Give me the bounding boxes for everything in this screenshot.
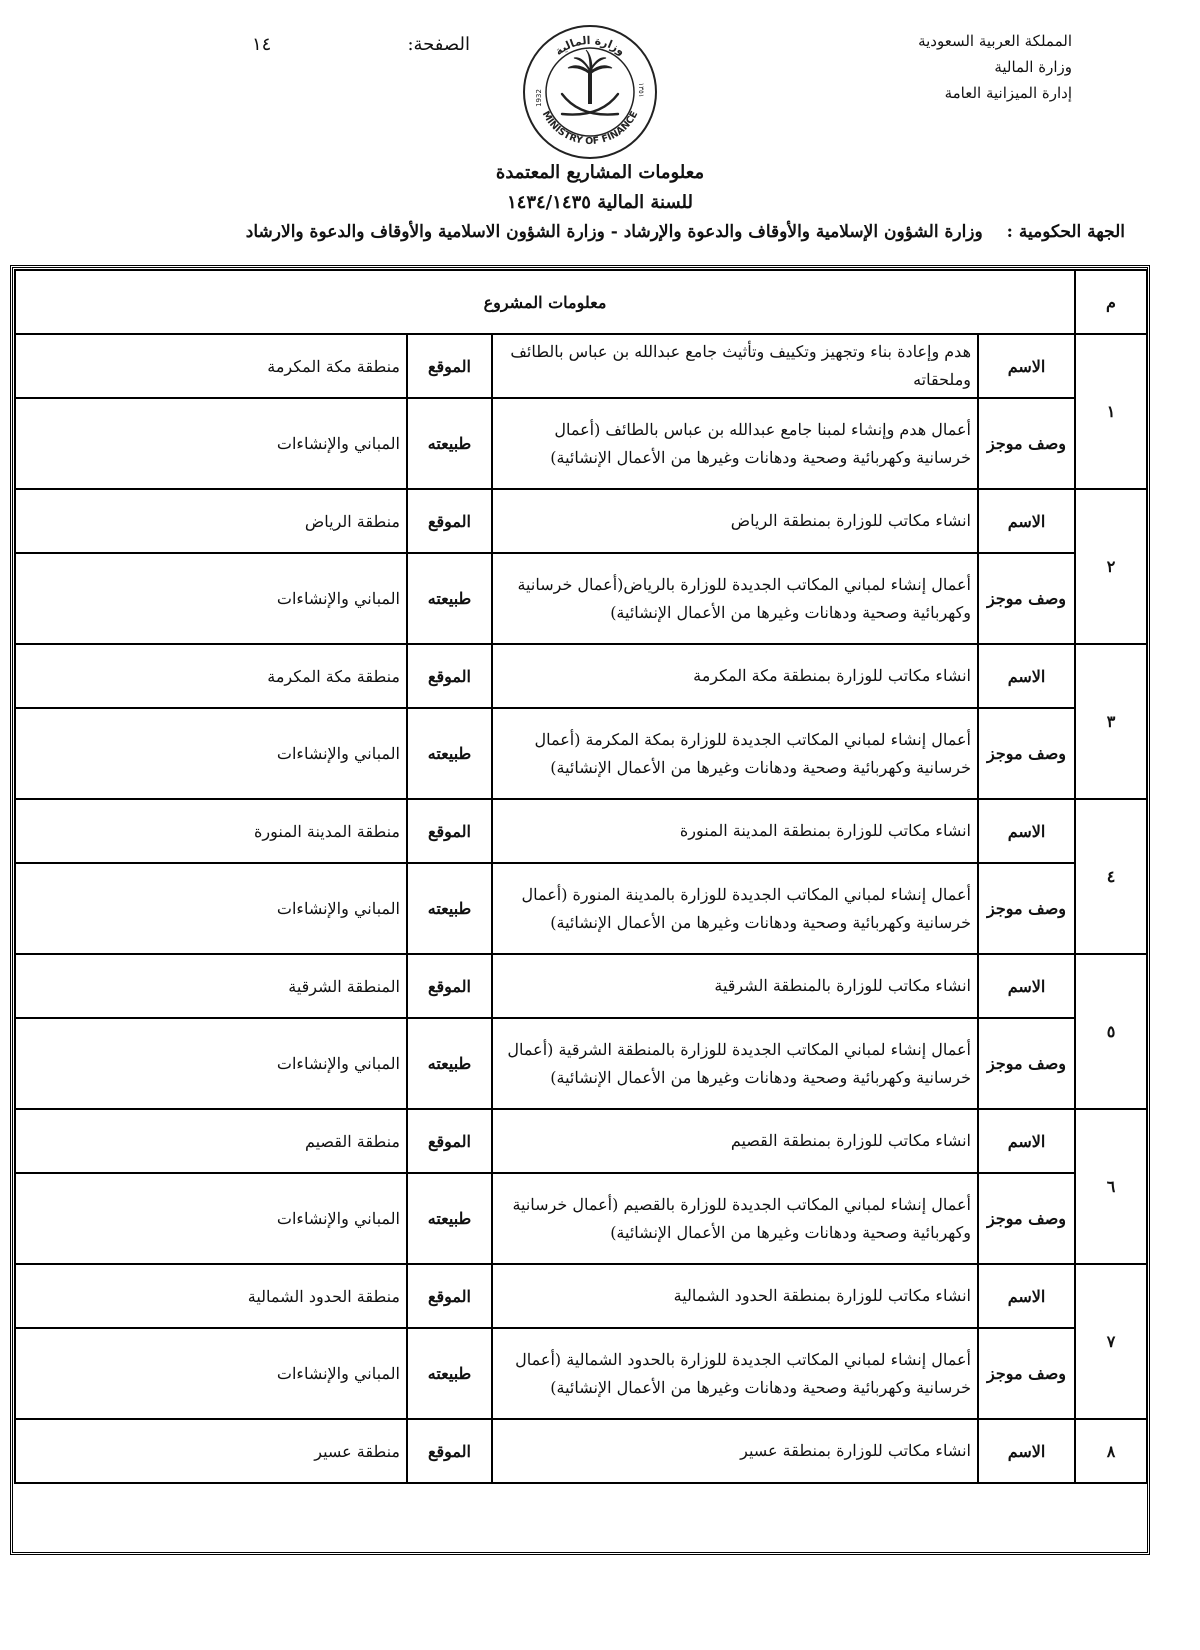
project-description-row [15, 1018, 1147, 1109]
document-title [0, 158, 1200, 218]
nature-label: طبيعته [407, 1173, 492, 1264]
project-location: منطقة مكة المكرمة [15, 334, 407, 398]
title-line-1: معلومات المشاريع المعتمدة [495, 162, 705, 183]
project-nature: المباني والإنشاءات [15, 1328, 407, 1419]
project-description: أعمال إنشاء لمباني المكاتب الجديدة للوزارة بالقصيم (أعمال خرسانية وكهربائية وصحية ودهانات وغيرها من الأعمال الإنشائية) [492, 1173, 978, 1264]
project-number: ٢ [1075, 489, 1147, 644]
project-description: أعمال إنشاء لمباني المكاتب الجديدة للوزارة بمكة المكرمة (أعمال خرسانية وكهربائية وصحية ودهانات وغيرها من الأعمال الإنشائية) [492, 708, 978, 799]
org-line-kingdom: المملكة العربية السعودية [918, 32, 1072, 50]
org-line-department: إدارة الميزانية العامة [944, 84, 1072, 102]
header-num: م [1075, 270, 1147, 334]
page-number-block [240, 34, 470, 62]
project-name: انشاء مكاتب للوزارة بالمنطقة الشرقية [492, 954, 978, 1018]
nature-label: طبيعته [407, 1328, 492, 1419]
project-number: ٥ [1075, 954, 1147, 1109]
table-header-row [15, 270, 1147, 334]
location-label: الموقع [407, 644, 492, 708]
project-location: المنطقة الشرقية [15, 954, 407, 1018]
project-description-row [15, 708, 1147, 799]
header-project-info: معلومات المشروع [15, 270, 1075, 334]
name-label: الاسم [978, 489, 1075, 553]
description-label: وصف موجز [978, 863, 1075, 954]
project-location: منطقة الرياض [15, 489, 407, 553]
location-label: الموقع [407, 489, 492, 553]
seal-text-en: MINISTRY OF FINANCE [539, 109, 641, 148]
description-label: وصف موجز [978, 398, 1075, 489]
name-label: الاسم [978, 1264, 1075, 1328]
project-name-row [15, 1109, 1147, 1173]
project-name-row [15, 489, 1147, 553]
project-description-row [15, 1328, 1147, 1419]
name-label: الاسم [978, 799, 1075, 863]
name-label: الاسم [978, 954, 1075, 1018]
project-name: انشاء مكاتب للوزارة بمنطقة مكة المكرمة [492, 644, 978, 708]
project-nature: المباني والإنشاءات [15, 1018, 407, 1109]
nature-label: طبيعته [407, 863, 492, 954]
project-name-row [15, 1419, 1147, 1483]
location-label: الموقع [407, 334, 492, 398]
seal-graphic [520, 22, 660, 162]
nature-label: طبيعته [407, 708, 492, 799]
page-number: ١٤ [252, 34, 272, 55]
project-description: أعمال إنشاء لمباني المكاتب الجديدة للوزارة بالمدينة المنورة (أعمال خرسانية وكهربائية وصحية ودهانات وغيرها من الأعمال الإنشائية) [492, 863, 978, 954]
description-label: وصف موجز [978, 553, 1075, 644]
project-name: انشاء مكاتب للوزارة بمنطقة الرياض [492, 489, 978, 553]
ministry-of-finance-seal-icon [520, 22, 660, 162]
project-nature: المباني والإنشاءات [15, 1173, 407, 1264]
project-name-row [15, 954, 1147, 1018]
project-number: ٨ [1075, 1419, 1147, 1483]
location-label: الموقع [407, 799, 492, 863]
description-label: وصف موجز [978, 1328, 1075, 1419]
project-nature: المباني والإنشاءات [15, 863, 407, 954]
project-nature: المباني والإنشاءات [15, 398, 407, 489]
project-name: انشاء مكاتب للوزارة بمنطقة المدينة المنورة [492, 799, 978, 863]
location-label: الموقع [407, 1419, 492, 1483]
nature-label: طبيعته [407, 398, 492, 489]
org-line-ministry: وزارة المالية [994, 58, 1072, 76]
entity-label: الجهة الحكومية : [1006, 222, 1125, 242]
project-description-row [15, 863, 1147, 954]
project-description-row [15, 1173, 1147, 1264]
seal-year-left: 1932 [535, 89, 543, 107]
project-location: منطقة القصيم [15, 1109, 407, 1173]
name-label: الاسم [978, 644, 1075, 708]
project-nature: المباني والإنشاءات [15, 553, 407, 644]
description-label: وصف موجز [978, 708, 1075, 799]
project-description: أعمال إنشاء لمباني المكاتب الجديدة للوزارة بالرياض(أعمال خرسانية وكهربائية وصحية ودهانات وغيرها من الأعمال الإنشائية) [492, 553, 978, 644]
project-location: منطقة عسير [15, 1419, 407, 1483]
project-description: أعمال هدم وإنشاء لمبنا جامع عبدالله بن عباس بالطائف (أعمال خرسانية وكهربائية وصحية ودهانات وغيرها من الأعمال الإنشائية) [492, 398, 978, 489]
nature-label: طبيعته [407, 1018, 492, 1109]
project-location: منطقة المدينة المنورة [15, 799, 407, 863]
project-number: ١ [1075, 334, 1147, 489]
page-label: الصفحة: [407, 34, 470, 55]
nature-label: طبيعته [407, 553, 492, 644]
location-label: الموقع [407, 1109, 492, 1173]
project-description-row [15, 398, 1147, 489]
org-header [918, 28, 1072, 106]
palm-tree-icon [568, 50, 612, 104]
name-label: الاسم [978, 1109, 1075, 1173]
name-label: الاسم [978, 1419, 1075, 1483]
project-description: أعمال إنشاء لمباني المكاتب الجديدة للوزارة بالحدود الشمالية (أعمال خرسانية وكهربائية وصحية ودهانات وغيرها من الأعمال الإنشائية) [492, 1328, 978, 1419]
project-name: هدم وإعادة بناء وتجهيز وتكييف وتأثيث جامع عبدالله بن عباس بالطائف وملحقاته [492, 334, 978, 398]
project-name: انشاء مكاتب للوزارة بمنطقة عسير [492, 1419, 978, 1483]
project-location: منطقة الحدود الشمالية [15, 1264, 407, 1328]
seal-text-ar: وزارة المالية [552, 33, 628, 59]
project-name: انشاء مكاتب للوزارة بمنطقة القصيم [492, 1109, 978, 1173]
project-number: ٤ [1075, 799, 1147, 954]
description-label: وصف موجز [978, 1173, 1075, 1264]
project-number: ٧ [1075, 1264, 1147, 1419]
description-label: وصف موجز [978, 1018, 1075, 1109]
project-location: منطقة مكة المكرمة [15, 644, 407, 708]
project-description: أعمال إنشاء لمباني المكاتب الجديدة للوزارة بالمنطقة الشرقية (أعمال خرسانية وكهربائية وصحية ودهانات وغيرها من الأعمال الإنشائية) [492, 1018, 978, 1109]
location-label: الموقع [407, 954, 492, 1018]
seal-year-right: ١٣٥١ [637, 82, 645, 98]
title-line-2: للسنة المالية ١٤٣٤/١٤٣٥ [507, 192, 693, 213]
project-name: انشاء مكاتب للوزارة بمنطقة الحدود الشمالية [492, 1264, 978, 1328]
project-name-row [15, 334, 1147, 398]
project-name-row [15, 644, 1147, 708]
project-name-row [15, 1264, 1147, 1328]
project-name-row [15, 799, 1147, 863]
entity-value: وزارة الشؤون الإسلامية والأوقاف والدعوة والإرشاد - وزارة الشؤون الاسلامية والأوقاف والدعوة والارشاد [245, 222, 983, 242]
name-label: الاسم [978, 334, 1075, 398]
project-nature: المباني والإنشاءات [15, 708, 407, 799]
government-entity-line [100, 222, 1125, 242]
project-number: ٣ [1075, 644, 1147, 799]
projects-table [14, 269, 1148, 1484]
location-label: الموقع [407, 1264, 492, 1328]
project-number: ٦ [1075, 1109, 1147, 1264]
project-description-row [15, 553, 1147, 644]
